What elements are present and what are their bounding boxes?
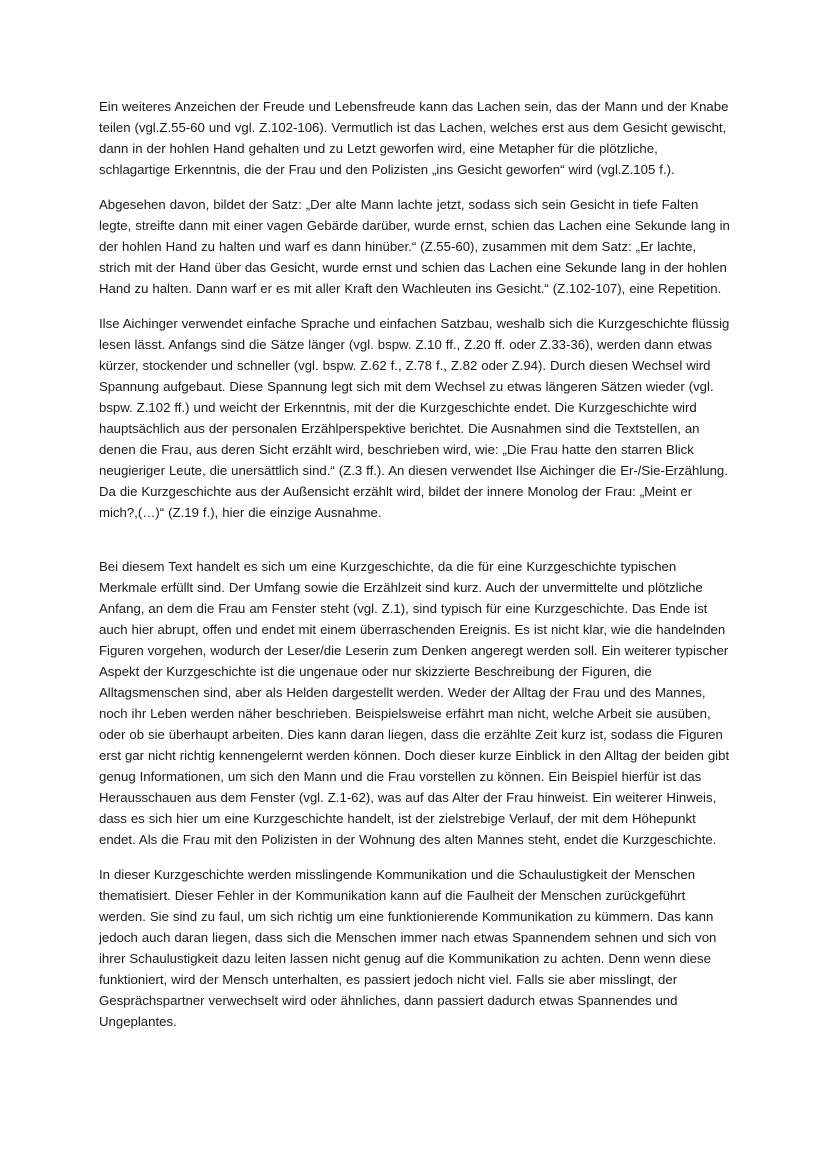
text-column bbox=[99, 96, 731, 1046]
paragraph-laughter-metaphor: Ein weiteres Anzeichen der Freude und Lebensfreude kann das Lachen sein, das der Mann und der Knabe teilen (vgl.Z.55-60 und vgl. Z.102-106). Vermutlich ist das Lachen, welches erst aus dem Gesicht gewischt, dann in der hohlen Hand gehalten und zu Letzt geworfen wird, eine Metapher für die plötzliche, schlagartige Erkenntnis, die der Frau und den Polizisten „ins Gesicht geworfen“ wird (vgl.Z.105 f.). bbox=[99, 99, 729, 177]
paragraph-repetition: Abgesehen davon, bildet der Satz: „Der alte Mann lachte jetzt, sodass sich sein Gesicht in tiefe Falten legte, streifte dann mit einer vagen Gebärde darüber, wurde ernst, schien das Lachen eine Sekunde lang in der hohlen Hand zu halten und warf es dann hinüber.“ (Z.55-60), zusammen mit dem Satz: „Er lachte, strich mit der Hand über das Gesicht, wurde ernst und schien das Lachen eine Sekunde lang in der hohlen Hand zu halten. Dann warf er es mit aller Kraft den Wachleuten ins Gesicht.“ (Z.102-107), eine Repetition. bbox=[99, 197, 730, 296]
paragraph-genre-features: Bei diesem Text handelt es sich um eine Kurzgeschichte, da die für eine Kurzgeschichte typischen Merkmale erfüllt sind. Der Umfang sowie die Erzählzeit sind kurz. Auch der unvermittelte und plötzliche Anfang, an dem die Frau am Fenster steht (vgl. Z.1), sind typisch für eine Kurzgeschichte. Das Ende ist auch hier abrupt, offen und endet mit einem überraschenden Ereignis. Es ist nicht klar, wie die handelnden Figuren vorgehen, wodurch der Leser/die Leserin zum Denken angeregt werden soll. Ein weiterer typischer Aspekt der Kurzgeschichte ist die ungenaue oder nur skizzierte Beschreibung der Figuren, die Alltagsmenschen sind, aber als Helden dargestellt werden. Weder der Alltag der Frau und des Mannes, noch ihr Leben werden näher beschrieben. Beispielsweise erfährt man nicht, welche Arbeit sie ausüben, oder ob sie überhaupt arbeiten. Dies kann daran liegen, dass die erzählte Zeit kurz ist, sodass die Figuren erst gar nicht richtig kennengelernt werden können. Doch dieser kurze Einblick in den Alltag der beiden gibt genug Informationen, um sich den Mann und die Frau vorstellen zu können. Ein Beispiel hierfür ist das Herausschauen aus dem Fenster (vgl. Z.1-62), was auf das Alter der Frau hinweist. Ein weiterer Hinweis, dass es sich hier um eine Kurzgeschichte handelt, ist der zielstrebige Verlauf, der mit dem Höhepunkt endet. Als die Frau mit den Polizisten in der Wohnung des alten Mannes steht, endet die Kurzgeschichte. bbox=[99, 559, 730, 847]
paragraph-language-perspective: Ilse Aichinger verwendet einfache Sprache und einfachen Satzbau, weshalb sich die Kurzgeschichte flüssig lesen lässt. Anfangs sind die Sätze länger (vgl. bspw. Z.10 ff., Z.20 ff. oder Z.33-36), werden dann etwas kürzer, stockender und schneller (vgl. bspw. Z.62 f., Z.78 f., Z.82 oder Z.94). Durch diesen Wechsel wird Spannung aufgebaut. Diese Spannung legt sich mit dem Wechsel zu etwas längeren Sätzen wieder (vgl. bspw. Z.102 ff.) und weicht der Erkenntnis, mit der die Kurzgeschichte endet. Die Kurzgeschichte wird hauptsächlich aus der personalen Erzählperspektive berichtet. Die Ausnahmen sind die Textstellen, an denen die Frau, aus deren Sicht erzählt wird, beschrieben wird, wie: „Die Frau hatte den starren Blick neugieriger Leute, die unersättlich sind.“ (Z.3 ff.). An diesen verwendet Ilse Aichinger die Er-/Sie-Erzählung. Da die Kurzgeschichte aus der Außensicht erzählt wird, bildet der innere Monolog der Frau: „Meint er mich?,(…)“ (Z.19 f.), hier die einzige Ausnahme. bbox=[99, 316, 730, 520]
paragraph-theme-communication: In dieser Kurzgeschichte werden misslingende Kommunikation und die Schaulustigkeit der Menschen thematisiert. Dieser Fehler in der Kommunikation kann auf die Faulheit der Menschen zurückgeführt werden. Sie sind zu faul, um sich richtig um eine funktionierende Kommunikation zu kümmern. Das kann jedoch auch daran liegen, dass sich die Menschen immer nach etwas Spannendem sehnen und sich von ihrer Schaulustigkeit dazu leiten lassen nicht genug auf die Kommunikation zu achten. Denn wenn diese funktioniert, wird der Mensch unterhalten, es passiert jedoch nicht viel. Falls sie aber misslingt, der Gesprächspartner verwechselt wird oder ähnliches, dann passiert dadurch etwas Spannendes und Ungeplantes. bbox=[99, 867, 717, 1029]
